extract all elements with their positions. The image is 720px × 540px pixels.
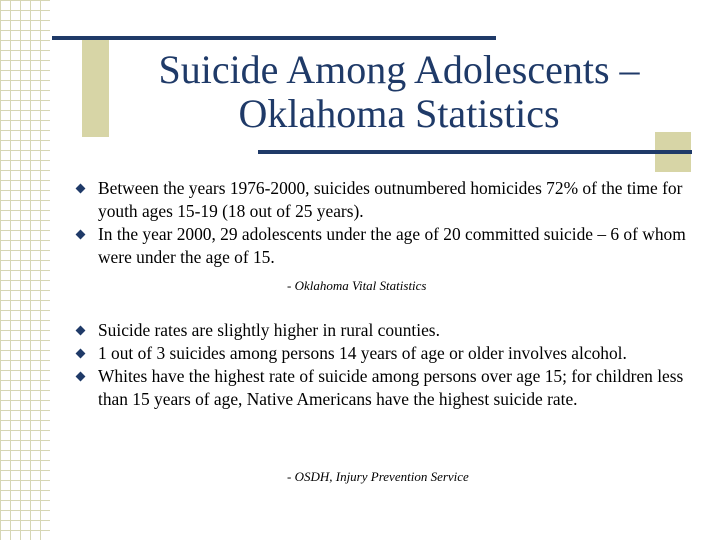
- list-item: [0, 223, 720, 269]
- diamond-bullet-icon: [77, 223, 84, 246]
- slide-title: [110, 48, 688, 136]
- bullet-list-osdh: [0, 319, 720, 411]
- title-accent-block-left: [82, 37, 109, 137]
- list-item: [0, 342, 720, 365]
- title-accent-bar-bottom: [258, 150, 692, 154]
- bullet-text: 1 out of 3 suicides among persons 14 years of age or older involves alcohol.: [98, 343, 627, 363]
- bullet-text: Between the years 1976-2000, suicides outnumbered homicides 72% of the time for youth ages 15-19 (18 out of 25 years).: [98, 178, 683, 221]
- diamond-bullet-icon: [77, 365, 84, 388]
- list-item: [0, 365, 720, 411]
- list-item: [0, 177, 720, 223]
- bullet-list-oklahoma-vital: [0, 177, 720, 269]
- title-accent-bar-top: [52, 36, 496, 40]
- slide-title-line-2: Oklahoma Statistics: [238, 91, 560, 136]
- slide-title-line-1: Suicide Among Adolescents –: [158, 47, 640, 92]
- citation-osdh-injury-prevention: - OSDH, Injury Prevention Service: [287, 469, 469, 484]
- diamond-bullet-icon: [77, 177, 84, 200]
- background-grid-strip: [0, 0, 50, 540]
- list-item: [0, 319, 720, 342]
- diamond-bullet-icon: [77, 342, 84, 365]
- bullet-text: Suicide rates are slightly higher in rural counties.: [98, 320, 440, 340]
- bullet-text: Whites have the highest rate of suicide among persons over age 15; for children less than 15 years of age, Native Americans have the highest suicide rate.: [98, 366, 684, 409]
- bullet-text: In the year 2000, 29 adolescents under the age of 20 committed suicide – 6 of whom were under the age of 15.: [98, 224, 686, 267]
- citation-oklahoma-vital-statistics: - Oklahoma Vital Statistics: [287, 278, 427, 293]
- diamond-bullet-icon: [77, 319, 84, 342]
